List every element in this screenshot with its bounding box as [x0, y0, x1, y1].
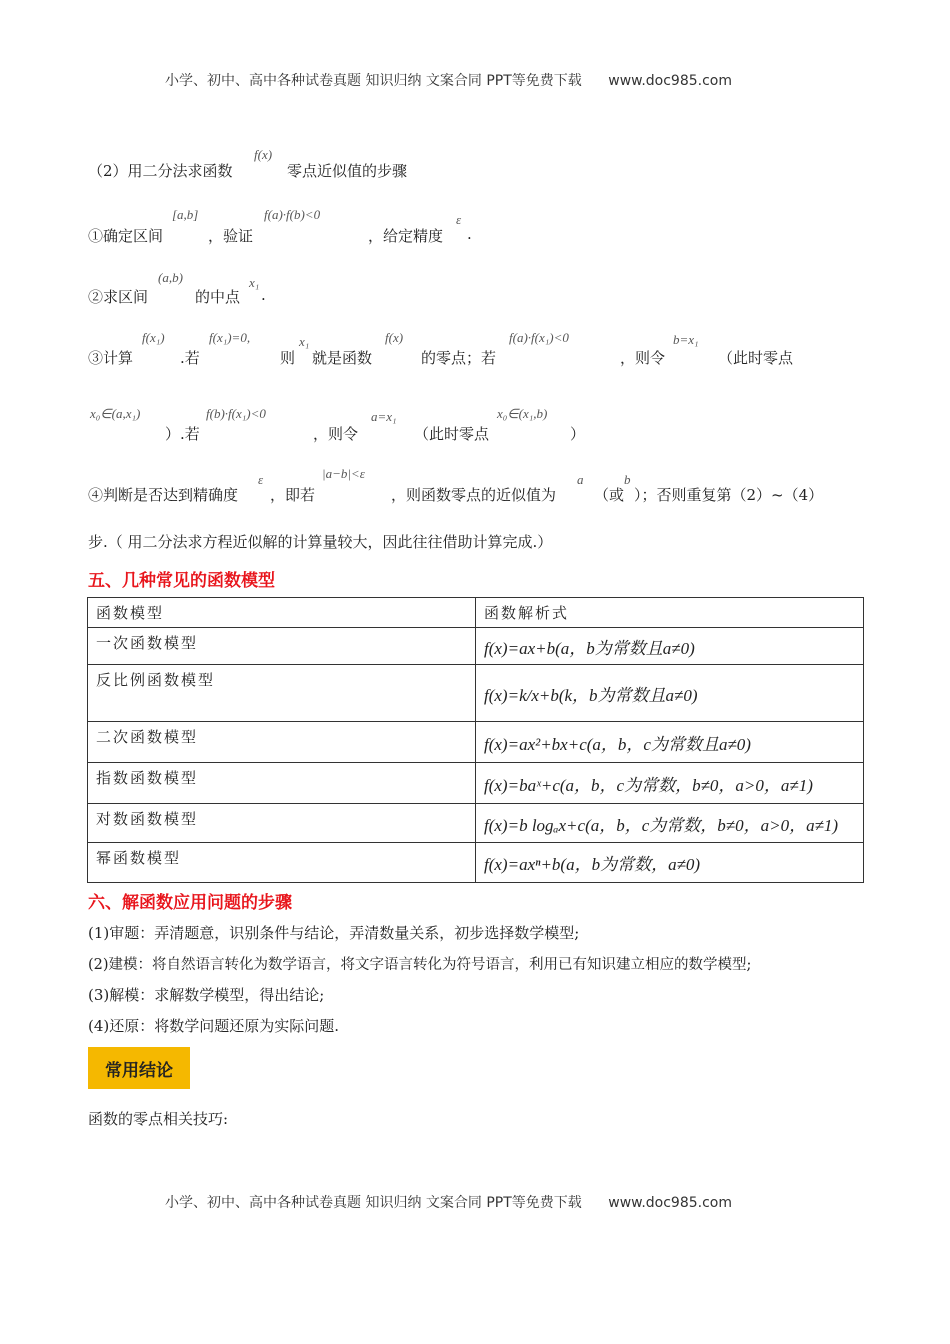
formula-interval-ab: [a,b]: [172, 207, 199, 222]
steps-heading: （2）用二分法求函数: [88, 162, 233, 180]
formula-epsilon: ε: [456, 212, 462, 227]
step3b-note: （此时零点: [414, 425, 490, 443]
table-cell-expression: f(x)=k/x+b(k，b为常数且a≠0): [476, 665, 864, 722]
step4-continuation: 步.（ 用二分法求方程近似解的计算量较大，因此往往借助计算完成.）: [88, 533, 553, 551]
steps-heading-tail: 零点近似值的步骤: [287, 162, 408, 180]
table-header-model: 函数模型: [88, 598, 476, 628]
table-cell-expression: f(x)=baˣ+c(a，b，c为常数，b≠0，a>0，a≠1): [476, 763, 864, 804]
formula-abs-diff: |a−b|<ε: [322, 466, 365, 481]
section6-step-3: (3)解模：求解数学模型，得出结论;: [88, 986, 325, 1004]
formula-fx-b: f(x): [385, 330, 404, 345]
table-cell-expression: f(x)=b logₐx+c(a，b，c为常数，b≠0，a>0，a≠1): [476, 804, 864, 843]
step3-note: （此时零点: [718, 349, 794, 367]
function-models-table: [87, 597, 864, 883]
formula-fx1-zero: f(x₁)=0,: [209, 330, 251, 345]
section6-step-1: (1)审题：弄清题意，识别条件与结论，弄清数量关系，初步选择数学模型;: [88, 924, 580, 942]
section5-title: 五、几种常见的函数模型: [88, 571, 275, 591]
table-row: [88, 804, 864, 843]
table-cell-expression: f(x)=ax+b(a，b为常数且a≠0): [476, 628, 864, 665]
step1-text: ①确定区间: [88, 227, 164, 245]
header-site-link[interactable]: www.doc985.com: [608, 73, 732, 89]
step4-repeat: ）；否则重复第（2）~（4）: [634, 486, 824, 504]
step4-approx: ，则函数零点的近似值为: [391, 486, 557, 504]
table-row: [88, 763, 864, 804]
table-cell-model: 指数函数模型: [88, 763, 476, 804]
formula-x0-in-x1-b: x₀∈(x₁,b): [497, 406, 548, 421]
table-row: [88, 628, 864, 665]
formula-fb-fx1: f(b)·f(x₁)<0: [206, 406, 266, 421]
step3-let: ，则令: [620, 349, 666, 367]
table-cell-model: 对数函数模型: [88, 804, 476, 843]
step3-if: .若: [180, 349, 200, 367]
table-row: [88, 665, 864, 722]
step4-text: ④判断是否达到精确度: [88, 486, 239, 504]
conclusion-text: 函数的零点相关技巧:: [88, 1110, 229, 1128]
step3-is-function: 就是函数: [312, 349, 373, 367]
step1-end: .: [467, 225, 472, 243]
step3b-let: ，则令: [313, 425, 359, 443]
step2-midpoint: 的中点: [195, 288, 241, 306]
table-cell-model: 幂函数模型: [88, 843, 476, 883]
table-cell-expression: f(x)=ax²+bx+c(a，b，c为常数且a≠0): [476, 722, 864, 763]
table-header-expression: 函数解析式: [476, 598, 864, 628]
formula-x1-b: x₁: [299, 334, 310, 349]
table-cell-model: 一次函数模型: [88, 628, 476, 665]
step1-verify: ，验证: [208, 227, 254, 245]
step3b-if: ）.若: [165, 425, 200, 443]
table-cell-model: 二次函数模型: [88, 722, 476, 763]
section6-title: 六、解函数应用问题的步骤: [88, 893, 292, 913]
footer-text: 小学、初中、高中各种试卷真题 知识归纳 文案合同 PPT等免费下载: [165, 1195, 582, 1211]
step4-ie: ，即若: [270, 486, 316, 504]
footer-site-link[interactable]: www.doc985.com: [608, 1195, 732, 1211]
table-cell-model: 反比例函数模型: [88, 665, 476, 722]
conclusion-badge: 常用结论: [88, 1047, 190, 1089]
table-cell-expression: f(x)=axⁿ+b(a，b为常数，a≠0): [476, 843, 864, 883]
step3-zero-if: 的零点；若: [421, 349, 497, 367]
formula-sign-condition: f(a)·f(b)<0: [264, 207, 321, 222]
step3b-close: ）: [570, 425, 586, 443]
formula-b-value: b: [624, 472, 631, 487]
formula-a-value: a: [577, 472, 584, 487]
formula-x0-in-a-x1: x₀∈(a,x₁): [90, 406, 141, 421]
formula-fa-fx1: f(a)·f(x₁)<0: [509, 330, 569, 345]
formula-b-eq-x1: b=x₁: [673, 332, 699, 347]
step3-text: ③计算: [88, 349, 134, 367]
formula-epsilon-2: ε: [258, 472, 264, 487]
table-row: [88, 722, 864, 763]
section6-step-2: (2)建模：将自然语言转化为数学语言，将文字语言转化为符号语言，利用已有知识建立相应的数学模型;: [88, 957, 752, 973]
table-row: [88, 843, 864, 883]
formula-fx1: f(x₁): [142, 330, 165, 345]
formula-open-interval: (a,b): [158, 270, 183, 285]
page-header: [165, 70, 732, 90]
formula-x1: x₁: [249, 275, 260, 290]
formula-a-eq-x1: a=x₁: [371, 409, 397, 424]
section6-step-4: (4)还原：将数学问题还原为实际问题.: [88, 1017, 340, 1035]
step4-or: （或: [594, 486, 625, 504]
header-text: 小学、初中、高中各种试卷真题 知识归纳 文案合同 PPT等免费下载: [165, 73, 582, 89]
step1-precision: ，给定精度: [368, 227, 444, 245]
table-header-row: [88, 598, 864, 628]
step3-then: 则: [280, 349, 296, 367]
page-footer: [165, 1192, 732, 1212]
formula-fx: f(x): [254, 147, 273, 162]
step2-end: .: [261, 286, 266, 304]
step2-text: ②求区间: [88, 288, 149, 306]
